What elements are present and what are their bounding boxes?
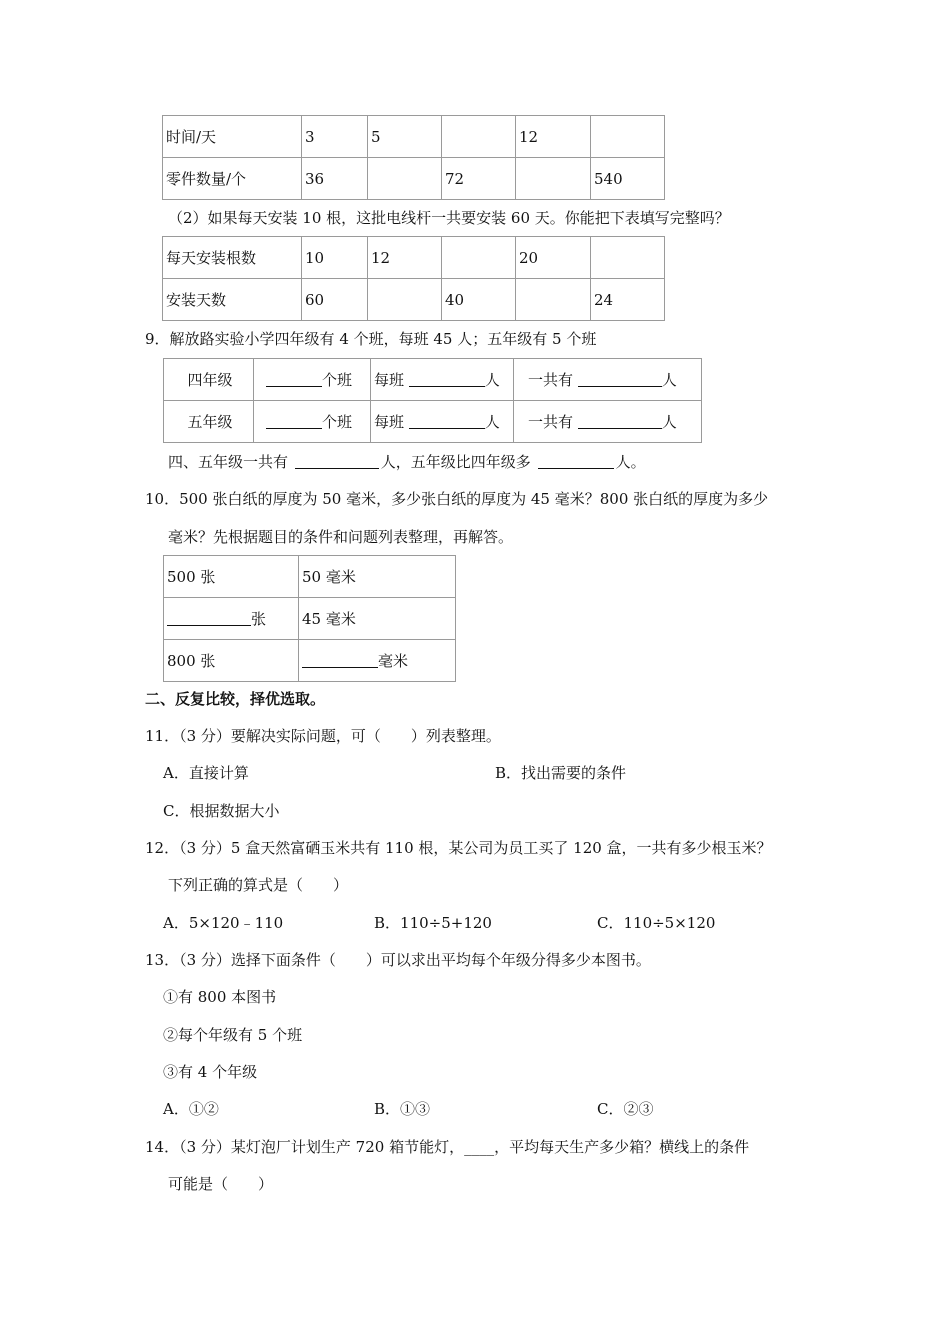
condition-3: ③有 4 个年级 — [163, 1063, 258, 1081]
condition-1: ①有 800 本图书 — [163, 988, 277, 1006]
table-cell: 36 — [302, 158, 368, 200]
summary-text: 人，五年级比四年级多 — [380, 453, 531, 471]
option-b[interactable]: B．110÷5+120 — [374, 914, 492, 932]
table-row — [164, 359, 702, 401]
table-cell: 60 — [302, 279, 368, 321]
table-cell: 24 — [591, 279, 665, 321]
table-cell: 12 — [516, 116, 591, 158]
total-cell — [514, 359, 702, 401]
total-blank[interactable] — [578, 372, 662, 387]
question-10-line2: 毫米？先根据题目的条件和问题列表整理，再解答。 — [168, 528, 514, 546]
grade-class-table — [163, 358, 702, 443]
table-cell — [442, 237, 516, 279]
table-row — [163, 279, 665, 321]
option-b[interactable]: B．①③ — [374, 1100, 431, 1118]
table-cell: 12 — [368, 237, 442, 279]
table-row — [163, 158, 665, 200]
question-12-line1: 12．（3 分）5 盒天然富硒玉米共有 110 根，某公司为员工买了 120 盒，一共有多少根玉米？ — [145, 839, 772, 857]
unit-text: 个班 — [322, 371, 353, 389]
table-row — [163, 237, 665, 279]
grade-label: 四年级 — [164, 359, 254, 401]
summary-text: 四、五年级一共有 — [168, 453, 289, 471]
row-label: 每天安装根数 — [163, 237, 302, 279]
option-a[interactable]: A．①② — [163, 1100, 219, 1118]
question-8-2-text: （2）如果每天安装 10 根，这批电线杆一共要安装 60 天。你能把下表填写完整吗？ — [168, 209, 730, 227]
class-count-blank[interactable] — [266, 414, 322, 429]
table-cell — [516, 158, 591, 200]
row-label: 零件数量/个 — [163, 158, 302, 200]
per-class-blank[interactable] — [409, 414, 485, 429]
unit-text: 毫米 — [378, 652, 409, 670]
row-label: 时间/天 — [163, 116, 302, 158]
sheet-count-cell: 800 张 — [164, 640, 299, 682]
paper-thickness-table — [163, 555, 456, 682]
option-a[interactable]: A．直接计算 — [163, 764, 249, 782]
table-cell: 20 — [516, 237, 591, 279]
table-cell: 3 — [302, 116, 368, 158]
question-10-line1: 10．500 张白纸的厚度为 50 毫米，多少张白纸的厚度为 45 毫米？800 张白纸的厚度为多少 — [145, 490, 769, 508]
table-cell — [368, 279, 442, 321]
question-9-text: 9．解放路实验小学四年级有 4 个班，每班 45 人；五年级有 5 个班 — [145, 330, 597, 348]
table-cell: 540 — [591, 158, 665, 200]
unit-text: 人 — [661, 413, 677, 431]
install-table — [162, 236, 665, 321]
section-2-title: 二、反复比较，择优选取。 — [145, 690, 326, 708]
total-cell — [514, 401, 702, 443]
table-cell — [442, 116, 516, 158]
table-cell: 5 — [368, 116, 442, 158]
table-row — [163, 116, 665, 158]
sheet-count-blank[interactable] — [167, 611, 251, 626]
table-cell — [591, 116, 665, 158]
table-row — [164, 556, 456, 598]
question-9-summary — [168, 454, 646, 470]
unit-text: 张 — [251, 610, 267, 628]
question-14-line1: 14．（3 分）某灯泡厂计划生产 720 箱节能灯，____，平均每天生产多少箱？横线上的条件 — [145, 1138, 750, 1156]
thickness-cell: 45 毫米 — [299, 598, 456, 640]
total-label: 一共有 — [528, 413, 574, 431]
option-c[interactable]: C．110÷5×120 — [597, 914, 716, 932]
grade-label: 五年级 — [164, 401, 254, 443]
thickness-cell — [299, 640, 456, 682]
table-row — [164, 598, 456, 640]
per-label: 每班 — [374, 413, 405, 431]
table-cell: 72 — [442, 158, 516, 200]
time-parts-table — [162, 115, 665, 200]
total-blank[interactable] — [578, 414, 662, 429]
sheet-count-cell: 500 张 — [164, 556, 299, 598]
difference-blank[interactable] — [538, 454, 614, 469]
total-label: 一共有 — [528, 371, 574, 389]
question-13-text: 13．（3 分）选择下面条件（ ）可以求出平均每个年级分得多少本图书。 — [145, 951, 651, 969]
table-cell: 10 — [302, 237, 368, 279]
total-both-blank[interactable] — [295, 454, 379, 469]
question-11-text: 11．（3 分）要解决实际问题，可（ ）列表整理。 — [145, 727, 501, 745]
row-label: 安装天数 — [163, 279, 302, 321]
table-cell — [368, 158, 442, 200]
condition-2: ②每个年级有 5 个班 — [163, 1026, 303, 1044]
unit-text: 人 — [484, 371, 500, 389]
per-class-blank[interactable] — [409, 372, 485, 387]
option-a[interactable]: A．5×120﹣110 — [163, 914, 284, 932]
question-14-line2: 可能是（ ） — [168, 1175, 274, 1193]
thickness-blank[interactable] — [302, 653, 378, 668]
option-c[interactable]: C．②③ — [597, 1100, 654, 1118]
per-class-cell — [371, 401, 514, 443]
thickness-cell: 50 毫米 — [299, 556, 456, 598]
table-row — [164, 401, 702, 443]
class-count-cell — [254, 359, 371, 401]
table-cell — [516, 279, 591, 321]
per-label: 每班 — [374, 371, 405, 389]
sheet-count-cell — [164, 598, 299, 640]
unit-text: 个班 — [322, 413, 353, 431]
table-row — [164, 640, 456, 682]
summary-text: 人。 — [615, 453, 646, 471]
class-count-cell — [254, 401, 371, 443]
option-b[interactable]: B．找出需要的条件 — [495, 764, 627, 782]
unit-text: 人 — [661, 371, 677, 389]
question-12-line2: 下列正确的算式是（ ） — [168, 876, 349, 894]
unit-text: 人 — [484, 413, 500, 431]
table-cell — [591, 237, 665, 279]
table-cell: 40 — [442, 279, 516, 321]
class-count-blank[interactable] — [266, 372, 322, 387]
per-class-cell — [371, 359, 514, 401]
option-c[interactable]: C．根据数据大小 — [163, 802, 280, 820]
